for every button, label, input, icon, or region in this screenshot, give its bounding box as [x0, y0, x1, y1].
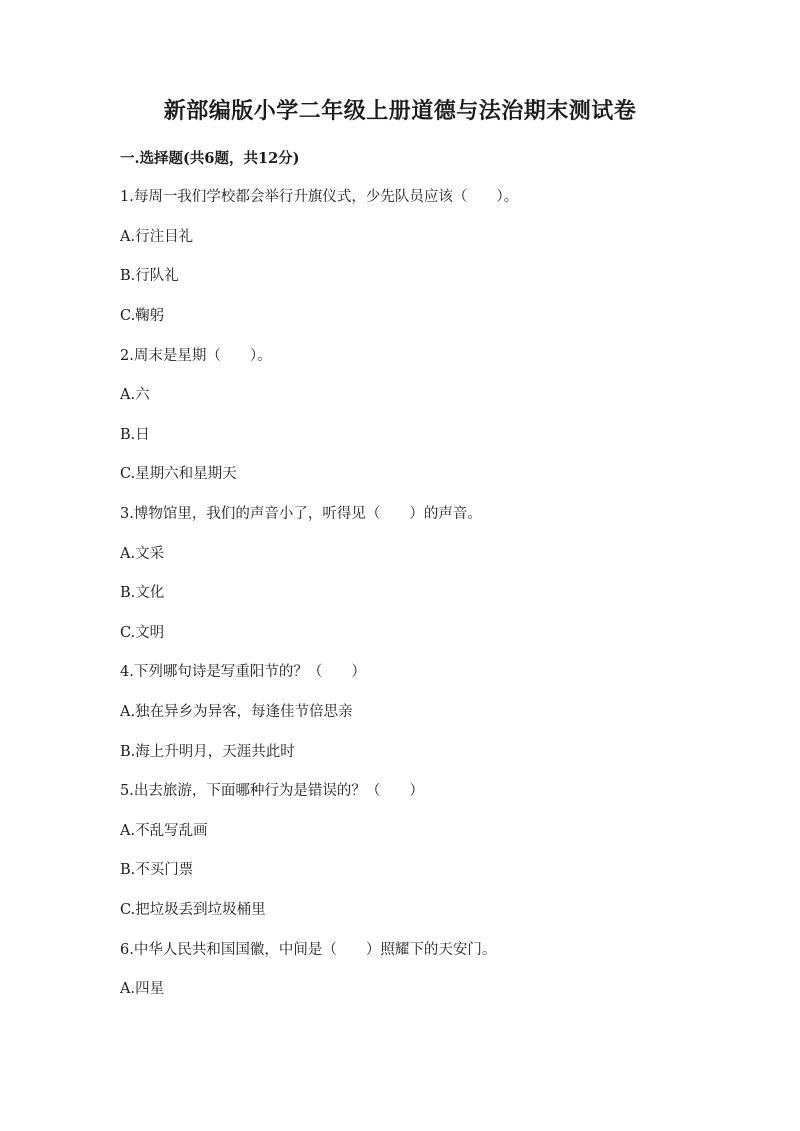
- question-2-stem: 2.周末是星期（ ）。: [120, 348, 272, 364]
- question-1-stem: 1.每周一我们学校都会举行升旗仪式，少先队员应该（ ）。: [120, 189, 519, 205]
- question-3-stem: 3.博物馆里，我们的声音小了，听得见（ ）的声音。: [120, 506, 482, 522]
- question-5-stem: 5.出去旅游，下面哪种行为是错误的？（ ）: [120, 783, 424, 799]
- section-heading: 一.选择题(共6题，共12分): [120, 150, 300, 167]
- question-6-stem: 6.中华人民共和国国徽，中间是（ ）照耀下的天安门。: [120, 942, 497, 958]
- question-5-option-b[interactable]: B.不买门票: [120, 862, 194, 878]
- question-3-option-a[interactable]: A.文采: [120, 546, 165, 562]
- question-1-option-b[interactable]: B.行队礼: [120, 268, 179, 284]
- question-1-option-a[interactable]: A.行注目礼: [120, 229, 194, 245]
- page-title: 新部编版小学二年级上册道德与法治期末测试卷: [163, 98, 637, 124]
- question-1-option-c[interactable]: C.鞠躬: [120, 308, 165, 324]
- question-2-option-a[interactable]: A.六: [120, 387, 150, 403]
- question-5-option-c[interactable]: C.把垃圾丢到垃圾桶里: [120, 902, 266, 918]
- question-6-option-a[interactable]: A.四星: [120, 981, 165, 997]
- question-3-option-c[interactable]: C.文明: [120, 625, 165, 641]
- question-3-option-b[interactable]: B.文化: [120, 585, 165, 601]
- question-4-option-b[interactable]: B.海上升明月，天涯共此时: [120, 744, 295, 760]
- question-2-option-c[interactable]: C.星期六和星期天: [120, 466, 237, 482]
- question-5-option-a[interactable]: A.不乱写乱画: [120, 823, 208, 839]
- question-2-option-b[interactable]: B.日: [120, 427, 150, 443]
- question-4-option-a[interactable]: A.独在异乡为异客，每逢佳节倍思亲: [120, 704, 353, 720]
- question-4-stem: 4.下列哪句诗是写重阳节的？（ ）: [120, 664, 366, 680]
